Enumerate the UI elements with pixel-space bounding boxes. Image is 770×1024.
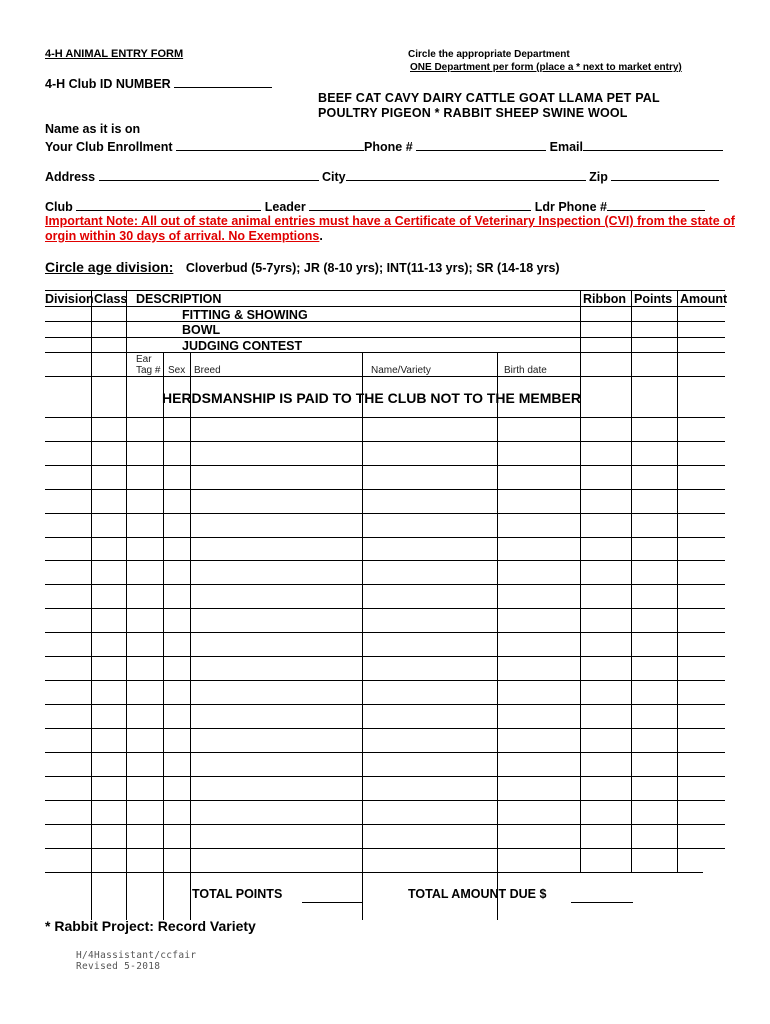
column-divider-division xyxy=(91,290,92,920)
leader-field[interactable] xyxy=(309,198,531,211)
address-label: Address xyxy=(45,170,96,184)
name-label-line2: Your Club Enrollment xyxy=(45,140,173,154)
department-note: ONE Department per form (place a * next to market entry) xyxy=(410,62,682,73)
table-row-line xyxy=(45,560,725,561)
zip-field[interactable] xyxy=(611,168,719,181)
name-field[interactable] xyxy=(176,138,364,151)
header-amount: Amount xyxy=(680,292,728,306)
club-field[interactable] xyxy=(76,198,261,211)
total-points-label: TOTAL POINTS xyxy=(192,887,283,901)
column-divider-tag xyxy=(163,352,164,920)
department-options-row1[interactable]: BEEF CAT CAVY DAIRY CATTLE GOAT LLAMA PET PAL xyxy=(318,91,660,105)
table-row-line xyxy=(45,352,725,353)
table-row-line xyxy=(45,632,725,633)
table-row-line xyxy=(45,848,725,849)
age-division-row xyxy=(45,259,560,277)
table-row-line xyxy=(45,728,725,729)
table-row-line xyxy=(45,537,725,538)
table-row-line xyxy=(45,306,725,307)
header-points: Points xyxy=(634,292,673,306)
phone-label: Phone # xyxy=(364,140,413,154)
revised-date: Revised 5-2018 xyxy=(76,961,161,972)
email-label: Email xyxy=(549,140,583,154)
table-row-line xyxy=(45,441,725,442)
column-divider-name xyxy=(497,352,498,920)
row-bowl: BOWL xyxy=(182,323,221,337)
subheader-sex: Sex xyxy=(168,365,186,376)
important-note-line2 xyxy=(45,229,323,243)
total-amount-field[interactable] xyxy=(571,902,633,903)
header-description: DESCRIPTION xyxy=(136,292,222,306)
leader-label: Leader xyxy=(264,200,306,214)
city-field[interactable] xyxy=(346,168,586,181)
zip-label: Zip xyxy=(589,170,608,184)
important-note-text: orgin within 30 days of arrival. No Exemptions xyxy=(45,229,320,243)
table-row-line xyxy=(45,776,725,777)
email-field[interactable] xyxy=(583,138,723,151)
column-divider-breed xyxy=(362,352,363,920)
header-ribbon: Ribbon xyxy=(583,292,627,306)
total-amount-label: TOTAL AMOUNT DUE $ xyxy=(408,887,547,901)
subheader-breed: Breed xyxy=(194,365,221,376)
table-row-line xyxy=(45,376,725,377)
address-row xyxy=(45,168,719,184)
name-label-line1: Name as it is on xyxy=(45,122,141,136)
rabbit-project-note: * Rabbit Project: Record Variety xyxy=(45,918,256,934)
address-field[interactable] xyxy=(99,168,319,181)
table-row-line xyxy=(45,321,725,322)
subheader-name-variety: Name/Variety xyxy=(371,365,431,376)
table-row-line xyxy=(45,608,725,609)
ldr-phone-label: Ldr Phone # xyxy=(534,200,607,214)
table-row-line xyxy=(45,800,725,801)
table-row-line xyxy=(45,824,725,825)
subheader-tag: Tag # xyxy=(136,365,161,376)
table-row-line xyxy=(45,680,725,681)
column-divider-points xyxy=(677,290,678,872)
club-id-row xyxy=(45,75,272,91)
column-divider-sex xyxy=(190,352,191,920)
table-row-line xyxy=(45,417,725,418)
department-heading: Circle the appropriate Department xyxy=(408,49,570,60)
form-title: 4-H ANIMAL ENTRY FORM xyxy=(45,48,184,60)
age-division-label: Circle age division: xyxy=(45,259,174,275)
file-path: H/4Hassistant/ccfair xyxy=(76,950,197,961)
column-divider-birth xyxy=(580,290,581,872)
important-note-period: . xyxy=(319,229,323,243)
total-points-field[interactable] xyxy=(302,902,362,903)
table-top-border xyxy=(45,290,725,291)
club-id-label: 4-H Club ID NUMBER xyxy=(45,77,171,91)
table-row-line xyxy=(45,465,725,466)
age-division-options[interactable]: Cloverbud (5-7yrs); JR (8-10 yrs); INT(11-13 yrs); SR (14-18 yrs) xyxy=(185,261,560,275)
subheader-birth-date: Birth date xyxy=(504,365,547,376)
club-row xyxy=(45,198,705,214)
table-row-line xyxy=(45,489,725,490)
table-row-line xyxy=(45,584,725,585)
ldr-phone-field[interactable] xyxy=(607,198,705,211)
row-judging-contest: JUDGING CONTEST xyxy=(182,339,303,353)
subheader-ear: Ear xyxy=(136,354,152,365)
table-row-line xyxy=(45,704,725,705)
name-row xyxy=(45,138,723,154)
herdsmanship-notice: HERDSMANSHIP IS PAID TO THE CLUB NOT TO THE MEMBER xyxy=(162,390,581,406)
table-row-line xyxy=(45,752,725,753)
table-bottom-line xyxy=(45,872,703,873)
column-divider-class xyxy=(126,290,127,920)
column-divider-ribbon xyxy=(631,290,632,872)
header-division: Division xyxy=(45,292,94,306)
club-id-field[interactable] xyxy=(174,75,272,88)
department-options-row2[interactable]: POULTRY PIGEON * RABBIT SHEEP SWINE WOOL xyxy=(318,106,628,120)
club-label: Club xyxy=(45,200,73,214)
row-fitting-showing: FITTING & SHOWING xyxy=(182,308,308,322)
header-class: Class xyxy=(94,292,128,306)
city-label: City xyxy=(322,170,346,184)
table-row-line xyxy=(45,337,725,338)
important-note-line1: Important Note: All out of state animal entries must have a Certificate of Veterinary Inspection (CVI) from the state of xyxy=(45,214,735,228)
table-row-line xyxy=(45,513,725,514)
phone-field[interactable] xyxy=(416,138,546,151)
table-row-line xyxy=(45,656,725,657)
